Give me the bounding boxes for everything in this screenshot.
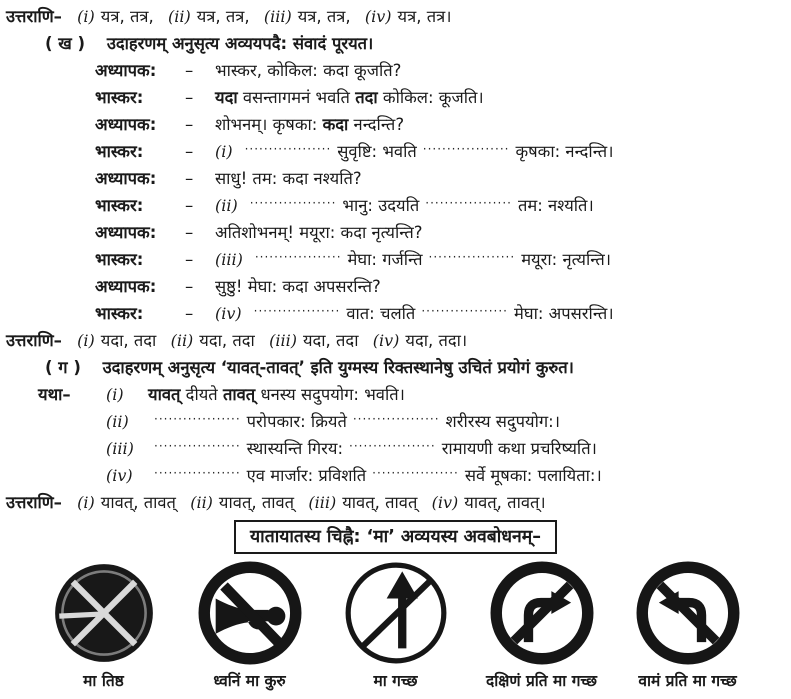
item-numeral: (iv) xyxy=(431,493,459,512)
blank-numeral: (i) xyxy=(215,142,233,161)
dialogue-line xyxy=(0,273,791,300)
no-stopping-sign-icon xyxy=(52,561,156,665)
blank-numeral: (ii) xyxy=(215,196,238,215)
speaker-name: अध्यापक: xyxy=(95,277,157,296)
dialogue-text: साधु! तम: कदा नश्यति? xyxy=(215,169,362,188)
example-text: सर्वे मूषका: पलायिता:। xyxy=(464,466,602,485)
blank-numeral: (iv) xyxy=(215,304,242,323)
example-text: परोपकार: क्रियते xyxy=(246,412,347,431)
answers-label: उत्तराणि– xyxy=(6,331,62,350)
blank-dots: ·················· xyxy=(249,196,337,210)
dialogue-dash: – xyxy=(185,250,194,269)
blank-numeral: (iii) xyxy=(106,439,134,458)
dialogue-dash: – xyxy=(185,61,194,80)
traffic-section xyxy=(0,520,791,554)
dialogue-text: शोभनम्। कृषका: xyxy=(215,115,323,134)
dialogue-line xyxy=(0,111,791,138)
section-title: उदाहरणम् अनुसृत्य अव्ययपदै: संवादं पूरयत। xyxy=(106,34,374,53)
item-numeral: (iii) xyxy=(263,7,292,26)
dialogue-bold-word: कदा xyxy=(322,115,349,134)
blank-dots: ·················· xyxy=(421,304,508,318)
dialogue-dash: – xyxy=(185,169,194,188)
item-text: यत्र, तत्र, xyxy=(100,7,154,26)
sign-no-stopping xyxy=(31,561,177,691)
example-text: स्थास्यन्ति गिरय: xyxy=(246,439,344,458)
dialogue-line xyxy=(0,84,791,111)
section-title: उदाहरणम् अनुसृत्य ‘यावत्-तावत्’ इति युग्मस्य रिक्तस्थानेषु उचितं प्रयोगं कुरुत। xyxy=(102,358,574,377)
item-text: यदा, तदा। xyxy=(405,331,468,350)
item-text: यत्र, तत्र, xyxy=(196,7,250,26)
sign-label: दक्षिणं प्रति मा गच्छ xyxy=(485,672,597,690)
blank-dots: ·················· xyxy=(428,250,516,264)
answers-label: उत्तराणि– xyxy=(6,7,62,26)
item-text: यावत्, तावत् xyxy=(100,493,176,512)
item-text: यत्र, तत्र। xyxy=(397,7,452,26)
dialogue-line xyxy=(0,219,791,246)
dialogue-text: अतिशोभनम्! मयूरा: कदा नृत्यन्ति? xyxy=(215,223,423,242)
sign-label: ध्वनिं मा कुरु xyxy=(213,672,286,690)
example-bold-word: यावत् xyxy=(148,385,181,404)
dialogue-dash: – xyxy=(185,304,194,323)
example-text: धनस्य सदुपयोग: भवति। xyxy=(255,385,405,404)
item-text: यावत्, तावत् xyxy=(342,493,418,512)
dialogue-dash: – xyxy=(185,142,194,161)
dialogue-bold-word: यदा xyxy=(215,88,238,107)
speaker-name: अध्यापक: xyxy=(95,115,157,134)
example-line xyxy=(0,408,791,435)
dialogue-dash: – xyxy=(185,196,194,215)
item-numeral: (iv) xyxy=(364,7,392,26)
speaker-name: भास्कर: xyxy=(95,142,144,161)
dialogue-bold-word: तदा xyxy=(355,88,378,107)
traffic-signs-row xyxy=(0,561,791,691)
dialogue-text: तम: नश्यति। xyxy=(517,196,594,215)
item-numeral: (i) xyxy=(77,493,95,512)
dialogue-line xyxy=(0,300,791,327)
dialogue-text: वात: चलति xyxy=(346,304,416,323)
dialogue-text: कोकिल: कूजति। xyxy=(377,88,484,107)
sign-no-left-turn xyxy=(615,561,761,691)
speaker-name: अध्यापक: xyxy=(95,169,157,188)
speaker-name: अध्यापक: xyxy=(95,61,157,80)
item-text: यावत्, तावत् xyxy=(218,493,295,512)
item-numeral: (i) xyxy=(77,331,95,350)
example-text: दीयते xyxy=(180,385,223,404)
sign-no-right-turn xyxy=(469,561,615,691)
item-text: यत्र, तत्र, xyxy=(297,7,351,26)
blank-dots: ·················· xyxy=(253,304,341,318)
dialogue-line xyxy=(0,192,791,219)
blank-numeral: (iii) xyxy=(215,250,243,269)
speaker-name: भास्कर: xyxy=(95,196,144,215)
no-straight-ahead-sign-icon xyxy=(344,561,448,665)
answers-line-yavat xyxy=(0,489,791,516)
dialogue-line xyxy=(0,57,791,84)
dialogue-text: कृषका: नन्दन्ति। xyxy=(515,142,614,161)
dialogue-dash: – xyxy=(185,277,194,296)
dialogue-dash: – xyxy=(185,223,194,242)
blank-numeral: (ii) xyxy=(106,412,129,431)
item-numeral: (iii) xyxy=(269,331,297,350)
blank-dots: ·················· xyxy=(154,439,241,453)
dialogue-text: वसन्तागमनं भवति xyxy=(237,88,356,107)
sign-no-straight xyxy=(323,561,469,691)
item-numeral: (ii) xyxy=(170,331,194,350)
dialogue-text: सुवृष्टि: भवति xyxy=(337,142,417,161)
item-numeral: (iv) xyxy=(372,331,400,350)
dialogue-dash: – xyxy=(185,115,194,134)
sign-no-horn xyxy=(177,561,323,691)
answers-label: उत्तराणि– xyxy=(6,493,62,512)
sign-label: वामं प्रति मा गच्छ xyxy=(638,672,737,690)
example-text: शरीरस्य सदुपयोग:। xyxy=(445,412,560,431)
blank-numeral: (i) xyxy=(106,385,124,404)
example-text: रामायणी कथा प्रचरिष्यति। xyxy=(441,439,597,458)
blank-dots: ·················· xyxy=(349,439,436,453)
no-horn-sign-icon xyxy=(198,561,302,665)
example-bold-word: तावत् xyxy=(222,385,256,404)
item-text: यदा, तदा xyxy=(302,331,359,350)
example-line xyxy=(0,435,791,462)
sign-label: मा तिष्ठ xyxy=(83,672,124,690)
dialogue-text: भास्कर, कोकिल: कदा कूजति? xyxy=(215,61,402,80)
blank-dots: ·················· xyxy=(425,196,512,210)
dialogue-line xyxy=(0,138,791,165)
dialogue-text: मेघा: गर्जन्ति xyxy=(347,250,423,269)
blank-dots: ·················· xyxy=(154,412,241,426)
sign-label: मा गच्छ xyxy=(373,672,418,690)
blank-numeral: (iv) xyxy=(106,466,133,485)
item-numeral: (iii) xyxy=(308,493,337,512)
traffic-heading-box: यातायातस्य चिह्नै: ‘मा’ अव्ययस्य अवबोधनम्– xyxy=(234,520,557,554)
section-marker: ( ग ) xyxy=(45,358,81,377)
item-text: यदा, तदा xyxy=(100,331,157,350)
example-line xyxy=(0,462,791,489)
dialogue-text: सुष्ठु! मेघा: कदा अपसरन्ति? xyxy=(215,277,381,296)
no-left-turn-sign-icon xyxy=(636,561,740,665)
item-text: यदा, तदा xyxy=(199,331,255,350)
dialogue-line xyxy=(0,165,791,192)
dialogue-dash: – xyxy=(185,88,194,107)
speaker-name: भास्कर: xyxy=(95,88,144,107)
no-right-turn-sign-icon xyxy=(490,561,594,665)
answers-line-yada xyxy=(0,327,791,354)
blank-dots: ·················· xyxy=(154,466,241,480)
item-numeral: (i) xyxy=(77,7,95,26)
answers-line-yatra xyxy=(0,3,791,30)
dialogue-text: भानु: उदयति xyxy=(342,196,420,215)
item-numeral: (ii) xyxy=(167,7,191,26)
dialogue-text: मयूरा: नृत्यन्ति। xyxy=(521,250,611,269)
dialogue-text: नन्दन्ति? xyxy=(348,115,405,134)
example-text: एव मार्जार: प्रविशति xyxy=(246,466,367,485)
section-kha-heading xyxy=(0,30,791,57)
dialogue-text: मेघा: अपसरन्ति। xyxy=(513,304,614,323)
speaker-name: अध्यापक: xyxy=(95,223,157,242)
section-ga-heading xyxy=(0,354,791,381)
blank-dots: ·················· xyxy=(372,466,459,480)
blank-dots: ·················· xyxy=(254,250,342,264)
yatha-label: यथा– xyxy=(38,385,71,404)
example-line xyxy=(0,381,791,408)
dialogue-line xyxy=(0,246,791,273)
item-text: यावत्, तावत्। xyxy=(464,493,546,512)
blank-dots: ·················· xyxy=(422,142,510,156)
speaker-name: भास्कर: xyxy=(95,304,144,323)
item-numeral: (ii) xyxy=(190,493,213,512)
blank-dots: ·················· xyxy=(352,412,440,426)
speaker-name: भास्कर: xyxy=(95,250,144,269)
blank-dots: ·················· xyxy=(244,142,332,156)
section-marker: ( ख ) xyxy=(45,34,86,53)
